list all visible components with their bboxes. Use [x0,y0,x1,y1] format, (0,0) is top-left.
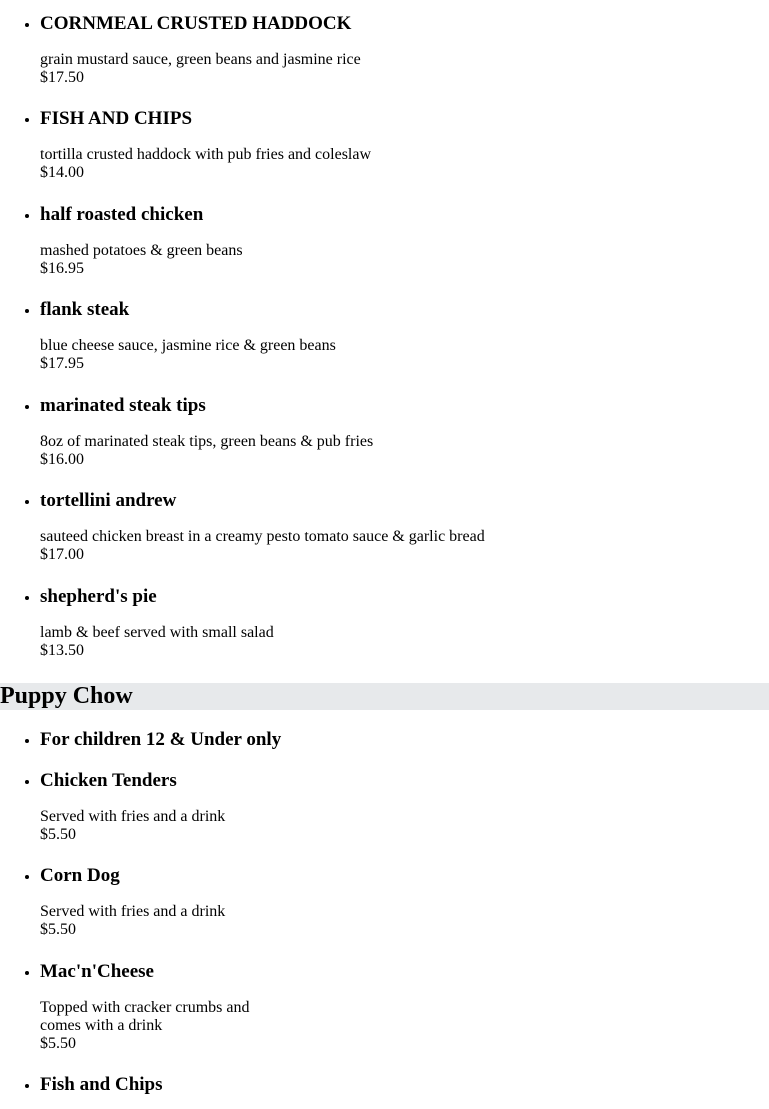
item-description: Served with fries and a drink [40,808,226,825]
menu-item [40,107,371,182]
menu-item [40,960,249,1053]
menu-item [40,489,485,564]
item-price: $17.50 [40,69,84,86]
menu-item [40,298,336,373]
item-name: • Chicken Tenders [40,770,177,791]
menu-item [40,1073,163,1097]
item-name: • flank steak [40,299,130,320]
item-name: • half roasted chicken [40,204,204,225]
item-description: lamb & beef served with small salad [40,624,274,641]
item-name: • Fish and Chips [40,1074,163,1095]
item-name: • shepherd's pie [40,586,157,607]
item-name: • tortellini andrew [40,490,177,511]
item-description: tortilla crusted haddock with pub fries and coleslaw [40,146,372,163]
item-description: comes with a drink [40,1017,163,1034]
item-description: grain mustard sauce, green beans and jasmine rice [40,51,361,68]
menu-item [40,769,225,844]
item-description: blue cheese sauce, jasmine rice & green beans [40,337,336,354]
item-description: Served with fries and a drink [40,903,226,920]
menu-item [40,394,373,469]
item-price: $5.50 [40,921,76,938]
section-heading-puppy-chow: Puppy Chow [0,683,769,710]
item-description: mashed potatoes & green beans [40,242,243,259]
item-price: $17.95 [40,355,84,372]
menu-item [40,12,361,87]
item-name: • CORNMEAL CRUSTED HADDOCK [40,13,352,34]
item-price: $5.50 [40,826,76,843]
menu-item [40,864,225,939]
item-name: • marinated steak tips [40,395,206,416]
item-description: 8oz of marinated steak tips, green beans & pub fries [40,433,374,450]
item-price: $16.95 [40,260,84,277]
item-price: $13.50 [40,642,84,659]
item-name: • Mac'n'Cheese [40,961,154,982]
item-price: $5.50 [40,1035,76,1052]
menu-item [40,203,243,278]
menu-item [40,585,274,660]
kids-note-text: • For children 12 & Under only [40,729,282,750]
item-name: • FISH AND CHIPS [40,108,193,129]
item-price: $16.00 [40,451,84,468]
item-description: Topped with cracker crumbs and [40,999,250,1016]
item-price: $17.00 [40,546,84,563]
item-description: sauteed chicken breast in a creamy pesto tomato sauce & garlic bread [40,528,485,545]
item-name: • Corn Dog [40,865,120,886]
kids-note [40,728,281,752]
item-price: $14.00 [40,164,84,181]
